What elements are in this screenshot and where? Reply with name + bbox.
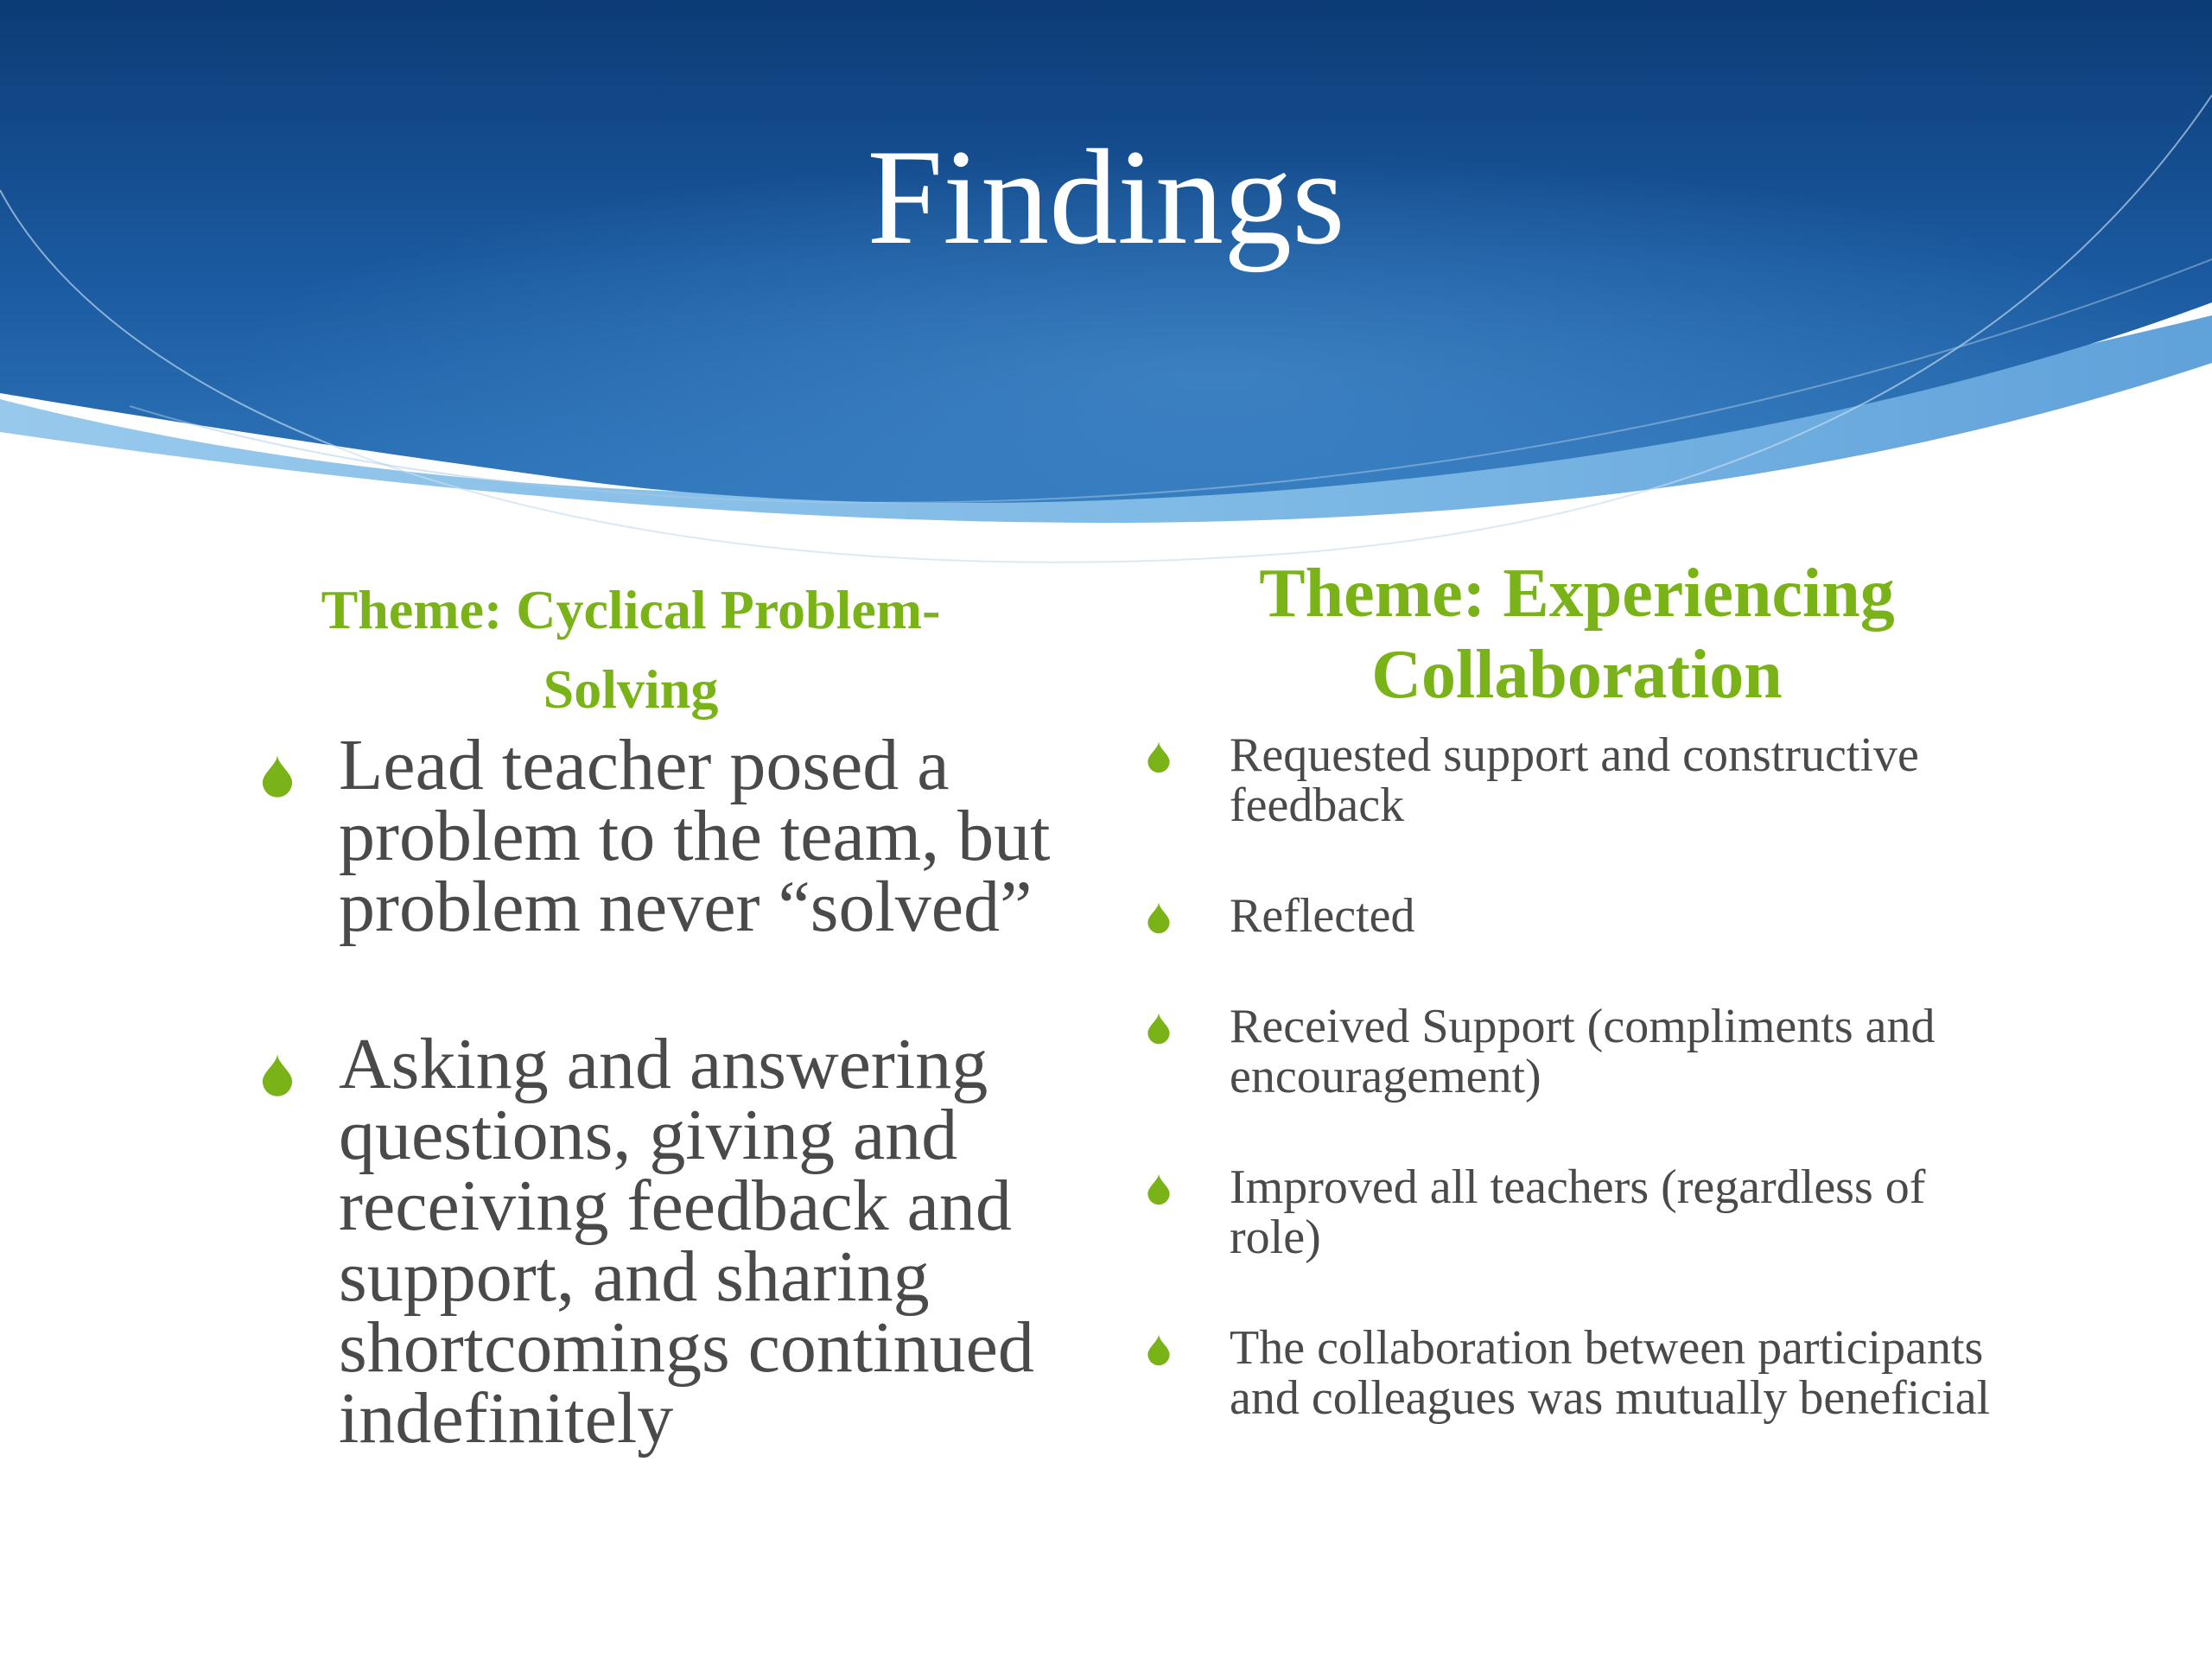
list-item bbox=[1145, 1323, 2009, 1423]
bullet-text: Reflected bbox=[1230, 889, 1415, 943]
theme-heading-cyclical-problem-solving: Theme: Cyclical Problem-Solving bbox=[321, 579, 941, 720]
droplet-icon bbox=[1147, 741, 1171, 773]
list-item bbox=[259, 1024, 1063, 1459]
bullet-text: Received Support (compliments and encouragement) bbox=[1230, 1000, 1936, 1103]
bullet-text: Asking and answering questions, giving and receiving feedback and support, and sharing shortcomings continued indefinitely bbox=[339, 1024, 1034, 1459]
droplet-icon bbox=[1147, 1173, 1171, 1205]
right-bullet-list bbox=[1145, 730, 2009, 1423]
droplet-icon bbox=[1147, 1333, 1171, 1366]
bullet-text: Improved all teachers (regardless of role) bbox=[1230, 1160, 1926, 1264]
list-item bbox=[1145, 891, 2009, 941]
droplet-icon bbox=[261, 1053, 294, 1096]
bullet-text: Lead teacher posed a problem to the team, but problem never “solved” bbox=[339, 725, 1051, 947]
theme-heading-experiencing-collaboration: Theme: Experiencing Collaboration bbox=[1259, 556, 1895, 713]
list-item bbox=[259, 725, 1063, 947]
droplet-icon bbox=[261, 754, 294, 798]
list-item bbox=[1145, 1162, 2009, 1262]
droplet-icon bbox=[1147, 901, 1171, 934]
bullet-text: The collaboration between participants and colleagues was mutually beneficial bbox=[1230, 1321, 1991, 1425]
slide-title: Findings bbox=[867, 122, 1345, 273]
header-wave-background bbox=[0, 0, 2212, 605]
droplet-icon bbox=[1147, 1012, 1171, 1045]
bullet-text: Requested support and constructive feedback bbox=[1230, 728, 1919, 832]
list-item bbox=[1145, 730, 2009, 830]
left-bullet-list bbox=[259, 725, 1063, 1459]
list-item bbox=[1145, 1001, 2009, 1102]
